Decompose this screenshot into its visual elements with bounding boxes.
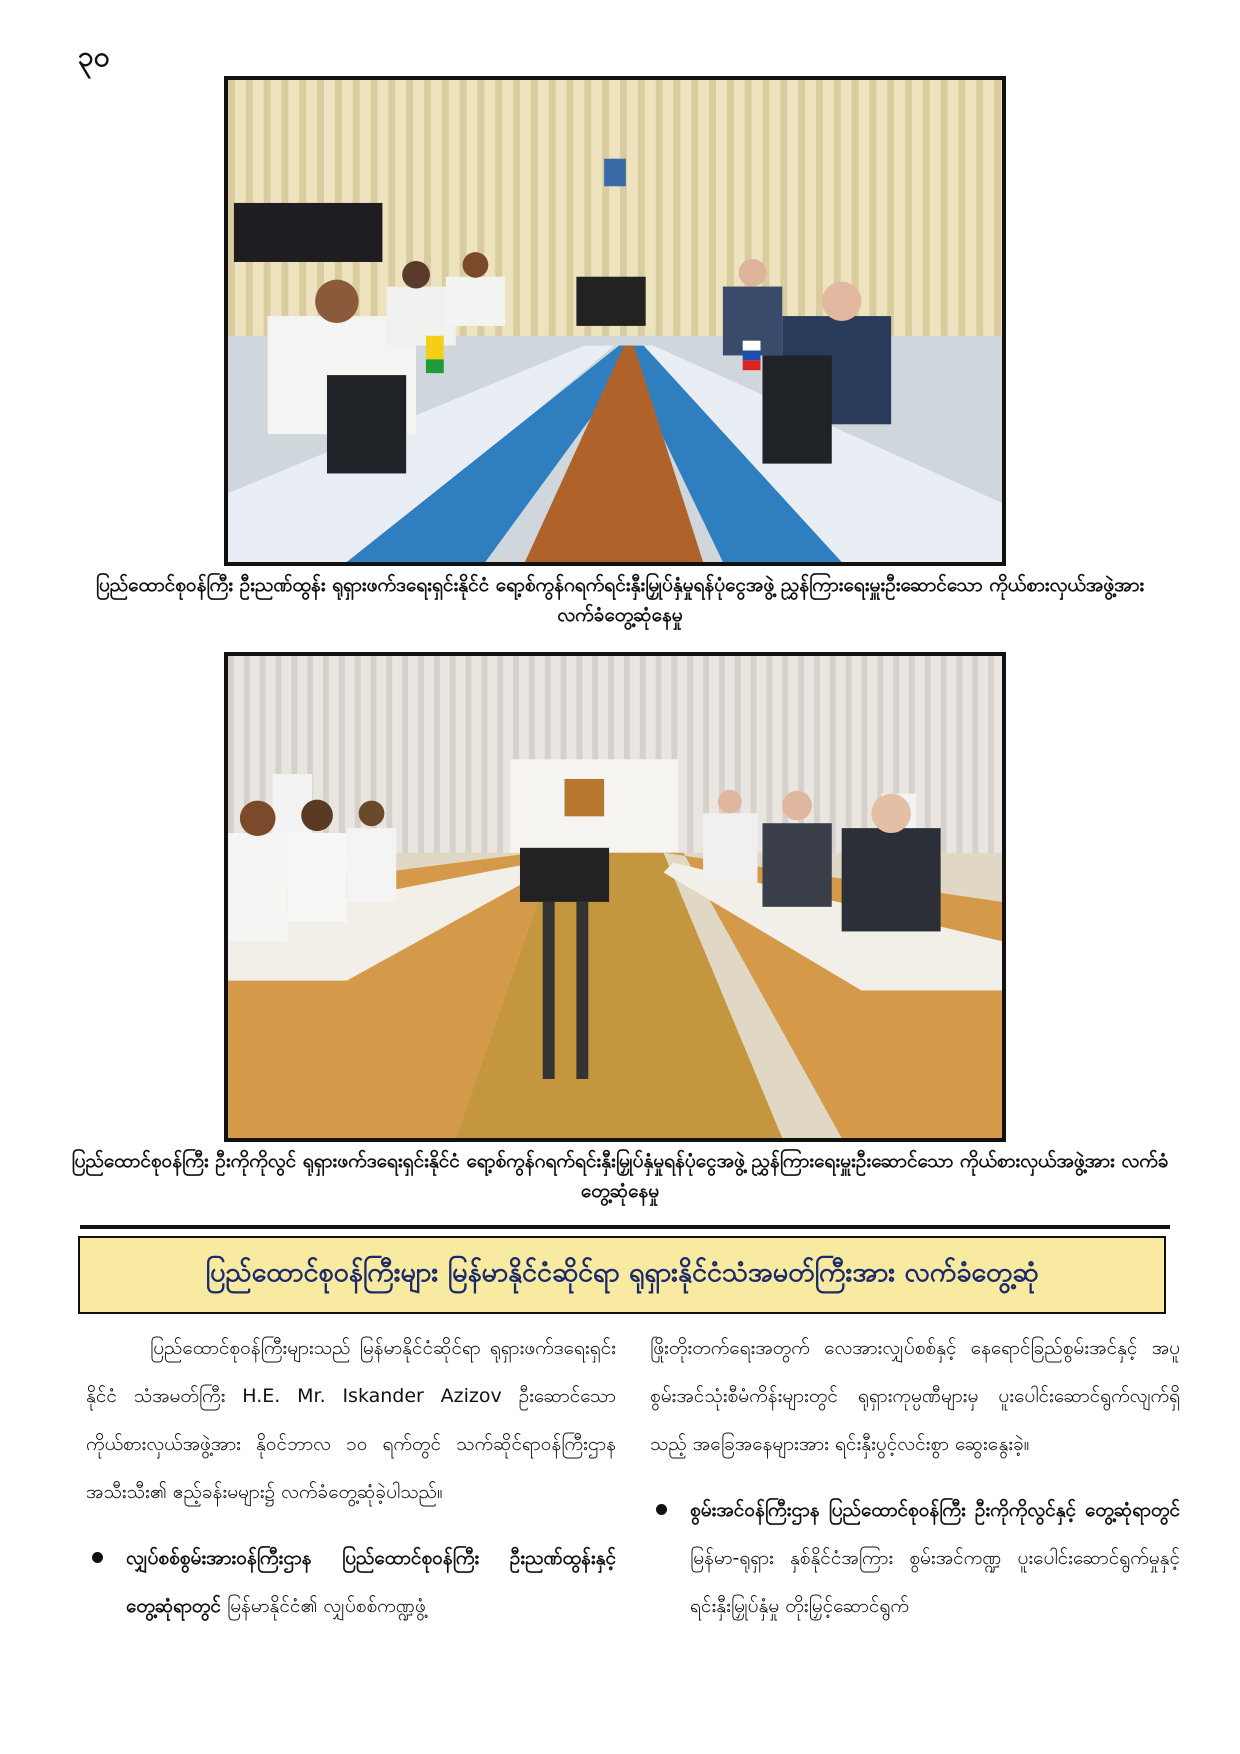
bullet-1-text: မြန်မာနိုင်ငံ၏ လျှပ်စစ်ကဏ္ဍဖွံ့ <box>227 1595 426 1617</box>
page-number: ၃၀ <box>78 40 110 73</box>
bullet-2-lead: စွမ်းအင်ဝန်ကြီးဌာန ပြည်ထောင်စုဝန်ကြီး ဦးကိုကိုလွင်နှင့် တွေ့ဆုံရာတွင် <box>690 1499 1180 1521</box>
meeting-photo-1 <box>224 76 1006 566</box>
article-headline-text: ပြည်ထောင်စုဝန်ကြီးများ မြန်မာနိုင်ငံဆိုင်ရာ ရုရှားနိုင်ငံသံအမတ်ကြီးအား လက်ခံတွေ့ဆုံ <box>205 1257 1039 1288</box>
bullet-2-text: မြန်မာ-ရုရှား နှစ်နိုင်ငံအကြား စွမ်းအင်ကဏ္ဍ ပူးပေါင်းဆောင်ရွက်မှုနှင့် ရင်းနှီးမြှုပ်နှံမှု တိုးမြှင့်ဆောင်ရွက် <box>690 1547 1180 1617</box>
photo-1-caption: ပြည်ထောင်စုဝန်ကြီး ဦးညဏ်ထွန်း ရုရှားဖက်ဒရေးရှင်းနိုင်ငံ ရော့စ်ကွန်ဂရက်ရင်းနှီးမြှုပ်နှံမှုရန်ပုံငွေအဖွဲ့ ညွှန်ကြားရေးမှူးဦးဆောင်သော ကိုယ်စားလှယ်အဖွဲ့အား လက်ခံတွေ့ဆုံနေမှု <box>95 574 1145 626</box>
article-column-right <box>650 1324 1180 1630</box>
section-divider <box>80 1225 1170 1229</box>
article-intro: ပြည်ထောင်စုဝန်ကြီးများသည် မြန်မာနိုင်ငံဆိုင်ရာ ရုရှားဖက်ဒရေးရှင်းနိုင်ငံ သံအမတ်ကြီး H.E. Mr. Iskander Azizov ဦးဆောင်သော ကိုယ်စားလှယ်အဖွဲ့အား နိုဝင်ဘာလ ၁၀ ရက်တွင် သက်ဆိုင်ရာဝန်ကြီးဌာနအသီးသီး၏ ဧည့်ခန်းမများ၌ လက်ခံတွေ့ဆုံခဲ့ပါသည်။ <box>86 1337 616 1503</box>
bullet-dot-icon <box>656 1504 667 1515</box>
photo-2-caption: ပြည်ထောင်စုဝန်ကြီး ဦးကိုကိုလွင် ရုရှားဖက်ဒရေးရှင်းနိုင်ငံ ရော့စ်ကွန်ဂရက်ရင်းနှီးမြှုပ်နှံမှုရန်ပုံငွေအဖွဲ့ ညွှန်ကြားရေးမှူးဦးဆောင်သော ကိုယ်စားလှယ်အဖွဲ့အား လက်ခံတွေ့ဆုံနေမှု <box>71 1150 1169 1202</box>
article-headline <box>78 1236 1166 1314</box>
article-column-left <box>86 1324 616 1630</box>
article-continuation: ဖြိုးတိုးတက်ရေးအတွက် လေအားလျှပ်စစ်နှင့် နေရောင်ခြည်စွမ်းအင်နှင့် အပူစွမ်းအင်သုံးစီမံကိန်းများတွင် ရုရှားကုမ္ပဏီများမှ ပူးပေါင်းဆောင်ရွက်လျက်ရှိသည့် အခြေအနေများအား ရင်းနှီးပွင့်လင်းစွာ ဆွေးနွေးခဲ့။ <box>650 1337 1180 1455</box>
bullet-dot-icon <box>92 1552 103 1563</box>
bullet-item-energy <box>650 1486 1180 1630</box>
bullet-1-lead: လျှပ်စစ်စွမ်းအားဝန်ကြီးဌာန ပြည်ထောင်စုဝန်ကြီး ဦးညဏ်ထွန်းနှင့် တွေ့ဆုံရာတွင် <box>126 1547 616 1617</box>
meeting-photo-2 <box>224 652 1006 1142</box>
bullet-item-electricity <box>86 1534 616 1630</box>
